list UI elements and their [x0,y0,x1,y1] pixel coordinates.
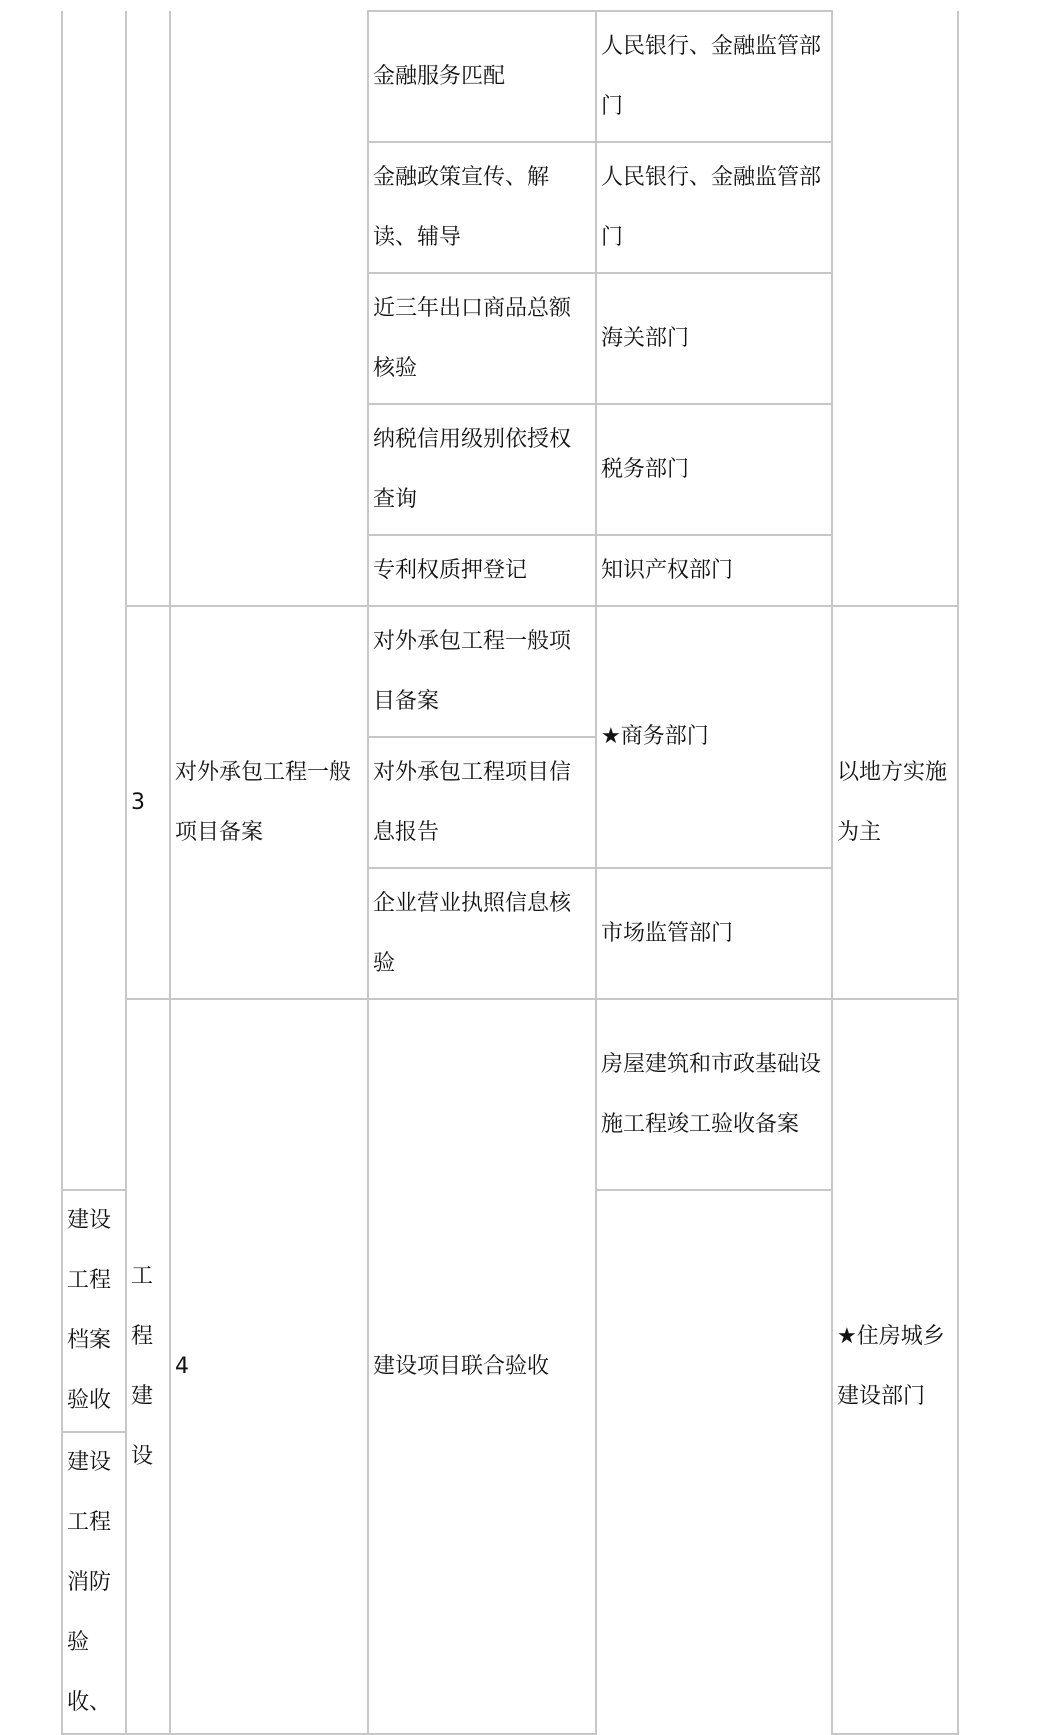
department-cell: ★住房城乡建设部门 [832,999,958,1734]
department-cell: ★商务部门 [596,606,832,868]
department-cell: 市场监管部门 [596,868,832,999]
note-cell [832,11,958,606]
table-row [62,606,958,737]
number-cell: 3 [126,606,170,999]
sub-item-cell: 金融政策宣传、解读、辅导 [368,142,596,273]
sub-item-cell: 对外承包工程项目信息报告 [368,737,596,868]
sub-item-cell: 房屋建筑和市政基础设施工程竣工验收备案 [596,999,832,1190]
item-cell: 建设项目联合验收 [368,999,596,1734]
sub-item-cell: 专利权质押登记 [368,535,596,606]
table-row [62,999,958,1190]
department-cell: 海关部门 [596,273,832,404]
department-cell: 知识产权部门 [596,535,832,606]
item-cell: 对外承包工程一般项目备案 [170,606,368,999]
number-cell: 4 [170,999,368,1734]
category-cell [62,11,126,1190]
sub-item-cell: 建设工程消防验收、 [62,1432,126,1734]
sub-item-cell: 企业营业执照信息核验 [368,868,596,999]
category-cell: 工程建设 [126,999,170,1734]
policy-table [61,10,959,1735]
note-cell: 以地方实施为主 [832,606,958,999]
department-cell: 税务部门 [596,404,832,535]
department-cell: 人民银行、金融监管部门 [596,142,832,273]
department-cell: 人民银行、金融监管部门 [596,11,832,142]
sub-item-cell: 金融服务匹配 [368,11,596,142]
sub-item-cell: 对外承包工程一般项目备案 [368,606,596,737]
number-cell [126,11,170,606]
sub-item-cell: 建设工程档案验收 [62,1190,126,1432]
sub-item-cell: 纳税信用级别依授权查询 [368,404,596,535]
item-cell [170,11,368,606]
table-row [62,11,958,142]
sub-item-cell: 近三年出口商品总额核验 [368,273,596,404]
